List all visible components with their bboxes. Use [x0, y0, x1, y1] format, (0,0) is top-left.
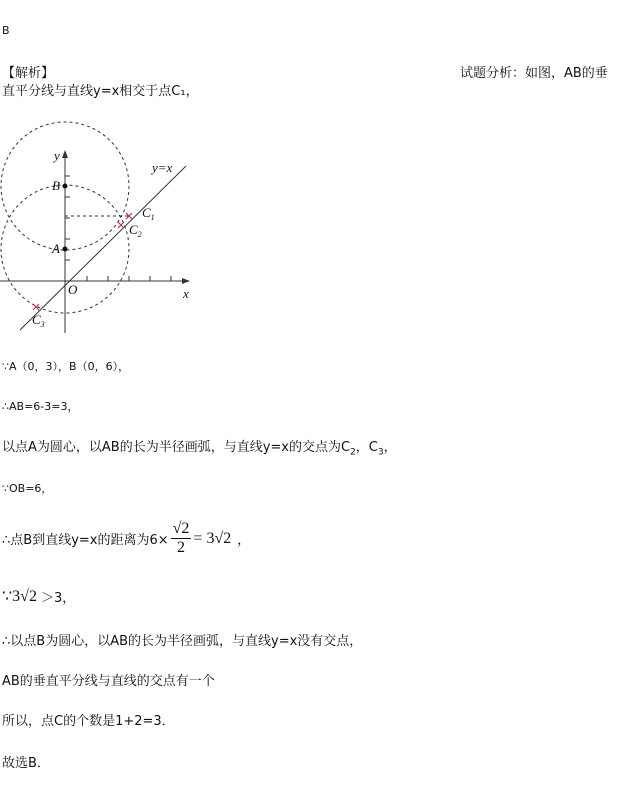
step-5: ∴点B到直线y=x的距离为6× $\frac{√2}{2}$ = 3√2 ，	[2, 520, 251, 556]
line-y-equals-x	[20, 166, 186, 330]
point-c3-label: $C_3$	[32, 312, 45, 329]
y-arrow	[62, 150, 68, 158]
x-axis-label: x	[183, 286, 189, 301]
step-8: AB的垂直平分线与直线的交点有一个	[2, 674, 215, 689]
analysis-lead: 试题分析：如图，AB的垂	[460, 66, 608, 81]
origin-label: O	[68, 282, 78, 297]
analysis-label: 【解析】	[2, 66, 55, 81]
step-9: 所以，点C的个数是1+2=3．	[2, 714, 175, 729]
geometry-figure	[0, 108, 200, 338]
step-3: 以点A为圆心，以AB的长为半径画弧，与直线y=x的交点为$C_2$，$C_3$，	[2, 440, 397, 458]
analysis-line-2: 直平分线与直线y=x相交于点C₁，	[2, 84, 199, 99]
point-a-label: A	[52, 241, 60, 256]
step-4: ∵OB=6，	[2, 482, 53, 495]
point-b-dot	[63, 184, 68, 189]
point-b-label: B	[52, 178, 60, 193]
step-10: 故选B．	[2, 756, 50, 771]
step-2: ∴AB=6-3=3，	[2, 400, 79, 413]
line-label: y=x	[152, 160, 173, 175]
fraction: $\frac{√2}{2}$	[172, 520, 190, 556]
step-1: ∵A（0，3），B（0，6），	[2, 360, 130, 373]
y-axis-label: y	[54, 148, 60, 163]
point-c2-label: $C_2$	[129, 222, 142, 239]
point-c1-label: $C_1$	[142, 205, 155, 222]
step-7: ∴以点B为圆心，以AB的长为半径画弧，与直线y=x没有交点，	[2, 634, 363, 649]
x-arrow	[182, 278, 190, 284]
step-6: ∵3√2 ＞3，	[2, 588, 76, 606]
point-a-dot	[63, 247, 68, 252]
answer: B	[2, 24, 10, 37]
